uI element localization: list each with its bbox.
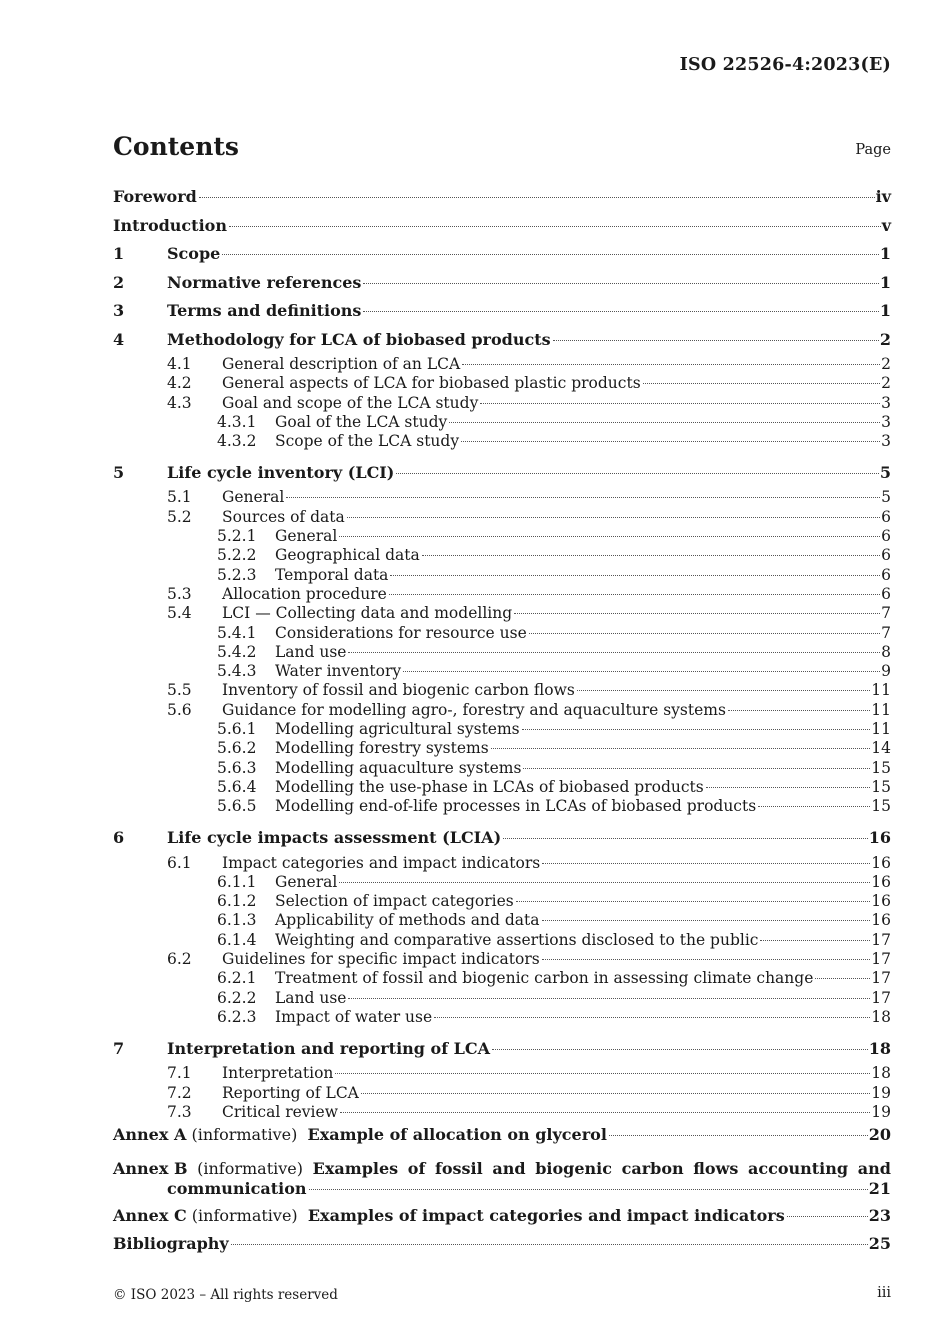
toc-entry-number: 4 [113,329,125,349]
toc-entry-title: Terms and definitions [167,301,362,320]
toc-entry-bibliography[interactable] [113,1231,891,1260]
dot-leader [728,710,870,711]
annex-title: Example of allocation on glycerol [307,1125,607,1145]
annex-title: Examples of impact categories and impact indicators [307,1205,785,1225]
toc-entry-title: General description of an LCA [222,355,461,373]
toc-entry-page: 6 [881,527,891,546]
toc-entry-5-4-3[interactable] [113,662,891,681]
dot-leader [609,1135,868,1136]
toc-entry-5-6-1[interactable] [113,720,891,739]
dot-leader [347,517,880,518]
toc-entry-1[interactable] [113,241,891,270]
annex-b-word: biogenic [535,1158,612,1178]
toc-entry-page: v [881,215,891,235]
toc-entry-number: 5.2.2 [217,546,257,565]
toc-entry-page: 2 [881,374,891,393]
table-of-contents [113,184,891,1260]
toc-entry-5-4-1[interactable] [113,624,891,643]
toc-entry-title: Water inventory [275,662,402,681]
toc-entry-number: 6.2.1 [217,969,257,988]
dot-leader [340,1112,870,1113]
document-id: ISO 22526-4:2023(E) [679,55,891,75]
annex-b-type: (informative) [197,1158,304,1178]
toc-entry-title: Interpretation and reporting of LCA [167,1038,491,1058]
toc-entry-title: LCI — Collecting data and modelling [222,604,513,623]
toc-entry-title: Inventory of fossil and biogenic carbon flows [222,681,575,700]
toc-entry-page: 5 [881,488,891,507]
toc-entry-number: 5.4.3 [217,662,257,681]
annex-b-title-line [113,1159,891,1179]
toc-entry-title: Sources of data [222,507,345,526]
toc-entry-5-1[interactable] [113,488,891,507]
toc-entry-number: 7 [113,1038,125,1058]
toc-entry-title: Modelling forestry systems [275,739,489,758]
toc-entry-7-1[interactable] [113,1064,891,1083]
toc-entry-number: 7.2 [167,1083,192,1102]
annex-b-word: flows [693,1158,739,1178]
dot-leader [516,901,871,902]
toc-entry-annex-c[interactable] [113,1203,891,1232]
dot-leader [396,473,879,474]
toc-entry-number: 5.2 [167,507,192,526]
toc-entry-number: 4.3 [167,393,192,412]
toc-entry-6-2-2[interactable] [113,989,891,1008]
toc-entry-title: Normative references [167,272,362,292]
toc-entry-number: 2 [113,272,125,292]
dot-leader [363,283,878,284]
annex-b-word: and [857,1158,891,1178]
toc-entry-6-1[interactable] [113,854,891,873]
toc-entry-number: 6.1 [167,853,192,872]
toc-entry-title: Reporting of LCA [222,1083,359,1102]
toc-entry-5-6-5[interactable] [113,797,891,816]
toc-entry-number: 6.2.3 [217,1007,257,1026]
toc-entry-number: 5.6.4 [217,777,257,796]
toc-entry-title: Foreword [113,187,197,206]
dot-leader [522,729,871,730]
toc-entry-5[interactable] [113,460,891,489]
dot-leader [758,806,870,807]
dot-leader [787,1216,868,1217]
toc-entry-title: Goal of the LCA study [275,412,448,431]
toc-entry-title: Interpretation [222,1064,334,1083]
toc-entry-page: 15 [871,777,891,796]
toc-entry-title: Guidance for modelling agro-, forestry and aquaculture systems [222,700,726,719]
toc-entry-page: 11 [871,720,891,739]
toc-entry-title: General aspects of LCA for biobased plastic products [222,374,641,393]
toc-entry-6-1-2[interactable] [113,892,891,911]
annex-b-page: 21 [868,1178,891,1198]
toc-entry-number: 5.4 [167,604,192,623]
toc-entry-title: Scope [167,244,221,263]
toc-entry-5-6[interactable] [113,701,891,720]
toc-entry-title: Modelling end-of-life processes in LCAs of biobased products [275,797,757,816]
dot-leader [706,787,871,788]
toc-entry-number: 5.6.5 [217,797,257,816]
page-number: iii [877,1285,891,1301]
toc-entry-title: Introduction [113,215,227,235]
toc-entry-page: 16 [871,911,891,930]
toc-entry-4-1[interactable] [113,355,891,374]
toc-entry-5-4[interactable] [113,604,891,623]
toc-main-entries [113,184,891,1151]
toc-entry-page: 16 [868,828,891,848]
toc-entry-5-5[interactable] [113,681,891,700]
toc-entry-page: 2 [879,329,891,349]
toc-entry-page: 1 [879,301,891,320]
toc-entry-number: 5.3 [167,584,192,603]
dot-leader [461,441,880,442]
toc-entry-page: 8 [881,642,891,661]
dot-leader [523,768,870,769]
toc-entry-number: 5 [113,462,125,482]
toc-entry-title: Life cycle impacts assessment (LCIA) [167,828,502,848]
toc-entry-number: 5.6.1 [217,720,257,739]
toc-entry-title: Considerations for resource use [275,623,527,642]
toc-entry-title: Allocation procedure [222,584,387,603]
dot-leader [449,422,880,423]
toc-entry-page: iv [875,187,891,206]
toc-entry-5-2-2[interactable] [113,546,891,565]
dot-leader [348,652,880,653]
toc-entry-title: Modelling aquaculture systems [275,758,522,777]
toc-entry-page: 3 [881,393,891,412]
toc-entry-page: 7 [881,623,891,642]
annex-b-word: and [492,1158,526,1178]
toc-entry-title: Bibliography [113,1234,229,1254]
dot-leader [286,497,880,498]
toc-entry-4-3[interactable] [113,394,891,413]
toc-entry-page: 5 [879,462,891,482]
toc-entry-page: 6 [881,546,891,565]
dot-leader [309,1189,868,1190]
toc-entry-4-2[interactable] [113,374,891,393]
toc-entry-number: 6.1.2 [217,892,257,911]
toc-entry-title: Modelling the use-phase in LCAs of biobased products [275,777,704,796]
toc-entry-page: 7 [881,604,891,623]
toc-entry-4[interactable] [113,327,891,356]
annex-label: Annex A [113,1125,187,1145]
dot-leader [199,197,875,198]
toc-entry-6[interactable] [113,825,891,854]
toc-entry-number: 7.3 [167,1102,192,1121]
toc-entry-annex-a[interactable] [113,1122,891,1151]
toc-entry-title: Impact of water use [275,1007,433,1026]
toc-entry-page: 17 [871,988,891,1007]
dot-leader [222,254,879,255]
toc-entry-page: 16 [871,892,891,911]
toc-entry-page: 3 [881,412,891,431]
toc-entry-page: 15 [871,758,891,777]
toc-entry-page: 9 [881,662,891,681]
toc-entry-6-1-4[interactable] [113,931,891,950]
toc-entry-annex-b[interactable] [113,1159,891,1203]
toc-entry-title: Treatment of fossil and biogenic carbon in assessing climate change [275,969,814,988]
toc-entry-number: 4.3.2 [217,432,257,451]
dot-leader [348,998,870,999]
dot-leader [231,1244,868,1245]
annex-b-continuation-line [113,1179,891,1203]
toc-entry-6-1-1[interactable] [113,873,891,892]
copyright-notice: © ISO 2023 – All rights reserved [113,1287,338,1303]
toc-entry-4-3-1[interactable] [113,413,891,432]
toc-entry-page: 16 [871,872,891,891]
dot-leader [542,959,871,960]
toc-entry-title: Life cycle inventory (LCI) [167,462,395,482]
toc-entry-page: 19 [871,1102,891,1121]
toc-entry-6-2[interactable] [113,950,891,969]
toc-entry-title: General [275,872,338,891]
dot-leader [462,364,880,365]
dot-leader [389,594,880,595]
toc-entry-4-3-2[interactable] [113,432,891,451]
annex-b-label: Annex B [113,1158,188,1178]
toc-entry-title [113,1203,785,1229]
annex-type: (informative) [186,1125,308,1145]
toc-entry-title: Critical review [222,1102,338,1121]
dot-leader [529,633,880,634]
toc-entry-page: 25 [868,1234,891,1254]
toc-entry-page: 17 [871,969,891,988]
toc-entry-5-3[interactable] [113,585,891,604]
page-title: Contents [113,132,240,161]
toc-entry-title: General [275,527,338,546]
dot-leader [339,882,870,883]
dot-leader [390,575,880,576]
toc-entry-5-2-1[interactable] [113,527,891,546]
toc-entry-7-2[interactable] [113,1084,891,1103]
toc-entry-2[interactable] [113,270,891,299]
toc-entry-page: 17 [871,930,891,949]
toc-entry-page: 2 [881,355,891,373]
dot-leader [335,1073,870,1074]
toc-entry-title: Guidelines for specific impact indicators [222,950,540,969]
dot-leader [491,748,871,749]
toc-entry-page: 17 [871,950,891,969]
toc-entry-page: 14 [871,739,891,758]
annex-b-word: fossil [434,1158,483,1178]
toc-entry-5-2[interactable] [113,508,891,527]
toc-entry-number: 5.6.3 [217,758,257,777]
toc-entry-6-2-1[interactable] [113,969,891,988]
toc-entry-number: 4.1 [167,355,192,373]
toc-entry-number: 6.1.3 [217,911,257,930]
dot-leader [760,940,870,941]
toc-entry-5-6-4[interactable] [113,778,891,797]
toc-entry-number: 3 [113,301,125,320]
dot-leader [542,920,871,921]
toc-entry-number: 5.6 [167,700,192,719]
annex-b-word: Examples [312,1158,399,1178]
toc-tail-entries [113,1203,891,1260]
toc-entry-number: 5.4.1 [217,623,257,642]
toc-entry-page: 11 [871,700,891,719]
toc-entry-number: 1 [113,244,125,263]
toc-entry-page: 18 [871,1007,891,1026]
annex-b-title-cont: communication [167,1178,307,1198]
toc-entry-number: 6.2.2 [217,988,257,1007]
toc-entry-introduction[interactable] [113,213,891,242]
toc-entry-number: 5.5 [167,681,192,700]
toc-entry-page: 6 [881,565,891,584]
annex-b-word: of [407,1158,426,1178]
toc-entry-number: 6.1.1 [217,872,257,891]
toc-entry-5-6-3[interactable] [113,759,891,778]
toc-entry-number: 7.1 [167,1064,192,1083]
dot-leader [229,226,881,227]
toc-entry-title: Temporal data [275,565,389,584]
toc-entry-number: 6 [113,828,125,848]
toc-entry-title: Selection of impact categories [275,892,514,911]
toc-entry-page: 6 [881,584,891,603]
toc-entry-number: 6.2 [167,950,192,969]
toc-entry-title: Impact categories and impact indicators [222,853,541,872]
toc-entry-page: 15 [871,797,891,816]
dot-leader [363,311,878,312]
dot-leader [643,383,880,384]
toc-entry-page: 11 [871,681,891,700]
toc-entry-7[interactable] [113,1036,891,1065]
toc-entry-title: Scope of the LCA study [275,432,460,451]
page-column-label: Page [855,142,891,158]
toc-entry-5-4-2[interactable] [113,643,891,662]
toc-entry-page: 1 [879,272,891,292]
dot-leader [577,690,870,691]
toc-entry-page: 18 [871,1064,891,1083]
toc-entry-page: 20 [868,1125,891,1145]
dot-leader [553,340,879,341]
toc-entry-number: 5.2.3 [217,565,257,584]
toc-entry-page: 16 [871,853,891,872]
toc-entry-number: 5.4.2 [217,642,257,661]
toc-entry-title: Goal and scope of the LCA study [222,393,479,412]
toc-entry-page: 3 [881,432,891,451]
toc-entry-foreword[interactable] [113,184,891,213]
toc-entry-title [113,1122,607,1148]
toc-entry-title: Geographical data [275,546,420,565]
toc-entry-title: General [222,488,285,507]
annex-label: Annex C [113,1205,187,1225]
contents-title-row [113,132,891,164]
toc-entry-title: Modelling agricultural systems [275,720,520,739]
toc-entry-number: 4.2 [167,374,192,393]
toc-entry-title: Land use [275,642,347,661]
annex-b-word: carbon [621,1158,684,1178]
toc-entry-7-3[interactable] [113,1103,891,1122]
dot-leader [492,1049,868,1050]
toc-entry-number: 4.3.1 [217,412,257,431]
annex-type: (informative) [186,1205,308,1225]
dot-leader [434,1017,870,1018]
toc-entry-title: Methodology for LCA of biobased products [167,329,551,349]
toc-entry-6-1-3[interactable] [113,911,891,930]
toc-entry-title: Weighting and comparative assertions disclosed to the public [275,930,759,949]
dot-leader [361,1093,870,1094]
dot-leader [480,403,880,404]
dot-leader [403,671,880,672]
toc-entry-number: 5.6.2 [217,739,257,758]
dot-leader [514,613,880,614]
toc-entry-number: 5.2.1 [217,527,257,546]
toc-entry-title: Applicability of methods and data [275,911,540,930]
toc-entry-5-2-3[interactable] [113,566,891,585]
dot-leader [542,863,870,864]
toc-entry-page: 6 [881,507,891,526]
toc-entry-number: 6.1.4 [217,930,257,949]
toc-entry-page: 19 [871,1083,891,1102]
annex-b-word: accounting [748,1158,849,1178]
toc-entry-6-2-3[interactable] [113,1008,891,1027]
toc-entry-3[interactable] [113,298,891,327]
toc-entry-title: Land use [275,988,347,1007]
dot-leader [422,555,880,556]
dot-leader [815,978,870,979]
dot-leader [339,536,880,537]
toc-entry-page: 23 [868,1205,891,1225]
toc-entry-page: 1 [879,244,891,263]
toc-entry-number: 5.1 [167,488,192,507]
toc-entry-page: 18 [868,1038,891,1058]
toc-entry-5-6-2[interactable] [113,739,891,758]
dot-leader [503,838,868,839]
